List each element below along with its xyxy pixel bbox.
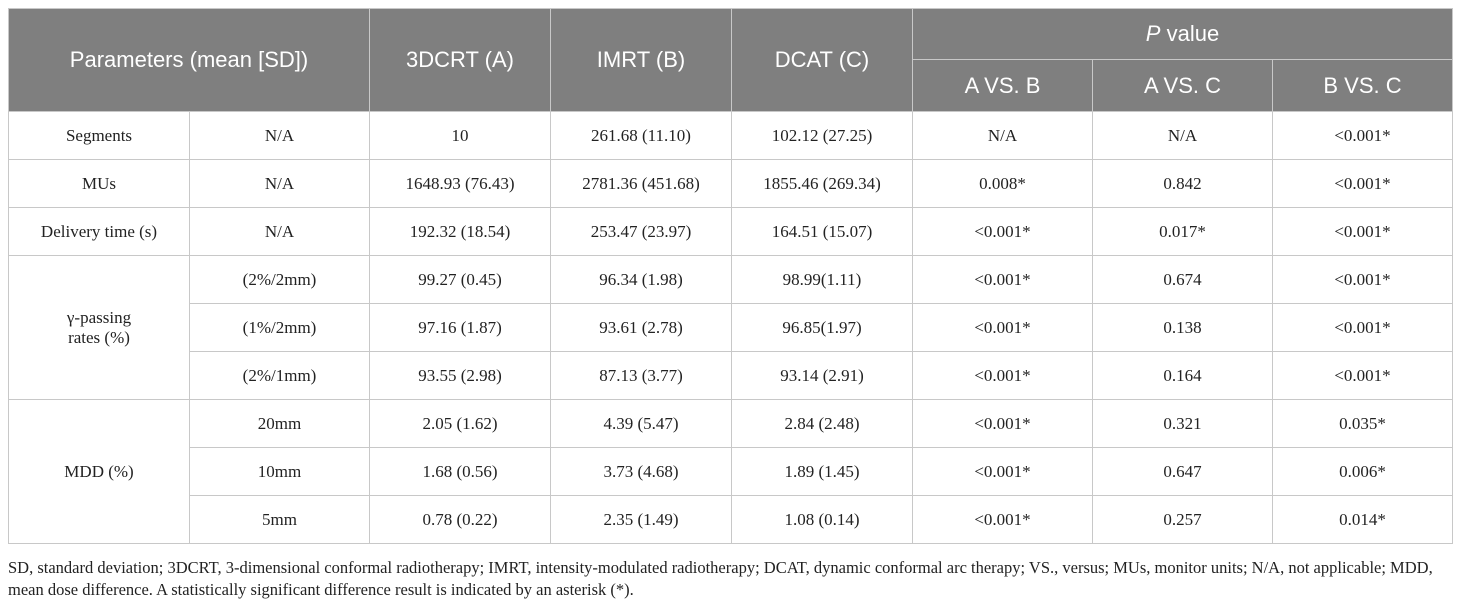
table-row-gamma-2 (9, 304, 1453, 352)
table-row-gamma-1 (9, 256, 1453, 304)
header-3dcrt: 3DCRT (A) (370, 9, 551, 112)
cell-a-vs-c: 0.164 (1093, 352, 1273, 400)
row-label-mdd: MDD (%) (9, 400, 190, 544)
row-label: Segments (9, 112, 190, 160)
row-label: MUs (9, 160, 190, 208)
cell-a-vs-c: 0.138 (1093, 304, 1273, 352)
cell-imrt: 2781.36 (451.68) (551, 160, 732, 208)
cell-b-vs-c: <0.001* (1273, 112, 1453, 160)
cell-dcat: 102.12 (27.25) (732, 112, 913, 160)
cell-b-vs-c: <0.001* (1273, 352, 1453, 400)
gamma-label-line2: rates (%) (68, 327, 130, 347)
header-a-vs-b: A VS. B (913, 60, 1093, 112)
cell-imrt: 93.61 (2.78) (551, 304, 732, 352)
cell-b-vs-c: 0.035* (1273, 400, 1453, 448)
cell-dcat: 98.99(1.11) (732, 256, 913, 304)
cell-a-vs-c: 0.017* (1093, 208, 1273, 256)
cell-imrt: 3.73 (4.68) (551, 448, 732, 496)
cell-dcat: 1.08 (0.14) (732, 496, 913, 544)
cell-a-vs-c: 0.257 (1093, 496, 1273, 544)
header-parameters: Parameters (mean [SD]) (9, 9, 370, 112)
sub-label: N/A (190, 160, 370, 208)
cell-a-vs-b: <0.001* (913, 352, 1093, 400)
table-footnote: SD, standard deviation; 3DCRT, 3-dimensional conformal radiotherapy; IMRT, intensity-modulated radiotherapy; DCAT, dynamic conformal arc therapy; VS., versus; MUs, monitor units; N/A, not applicable; MDD, mean dose difference. A statistically significant difference result is indicated by an asterisk (*). (8, 558, 1433, 599)
cell-imrt: 4.39 (5.47) (551, 400, 732, 448)
gamma-label-line1: γ-passing (66, 307, 132, 327)
cell-b-vs-c: 0.014* (1273, 496, 1453, 544)
results-table (8, 8, 1453, 544)
cell-a-vs-b: <0.001* (913, 208, 1093, 256)
header-imrt: IMRT (B) (551, 9, 732, 112)
cell-b-vs-c: <0.001* (1273, 208, 1453, 256)
cell-3dcrt: 97.16 (1.87) (370, 304, 551, 352)
cell-a-vs-b: <0.001* (913, 304, 1093, 352)
row-label-gamma (9, 256, 190, 400)
table-row-gamma-3 (9, 352, 1453, 400)
cell-3dcrt: 1.68 (0.56) (370, 448, 551, 496)
cell-a-vs-c: N/A (1093, 112, 1273, 160)
cell-dcat: 164.51 (15.07) (732, 208, 913, 256)
cell-imrt: 87.13 (3.77) (551, 352, 732, 400)
p-symbol: P (1145, 21, 1161, 46)
table-row-mdd-2 (9, 448, 1453, 496)
cell-b-vs-c: <0.001* (1273, 160, 1453, 208)
cell-a-vs-b: <0.001* (913, 400, 1093, 448)
cell-a-vs-b: 0.008* (913, 160, 1093, 208)
sub-label: (1%/2mm) (190, 304, 370, 352)
cell-3dcrt: 2.05 (1.62) (370, 400, 551, 448)
cell-a-vs-b: <0.001* (913, 496, 1093, 544)
cell-b-vs-c: 0.006* (1273, 448, 1453, 496)
header-dcat: DCAT (C) (732, 9, 913, 112)
cell-a-vs-c: 0.674 (1093, 256, 1273, 304)
cell-dcat: 2.84 (2.48) (732, 400, 913, 448)
header-b-vs-c: B VS. C (1273, 60, 1453, 112)
p-value-label: value (1160, 21, 1220, 46)
sub-label: 5mm (190, 496, 370, 544)
cell-3dcrt: 0.78 (0.22) (370, 496, 551, 544)
cell-a-vs-c: 0.842 (1093, 160, 1273, 208)
cell-3dcrt: 99.27 (0.45) (370, 256, 551, 304)
sub-label: (2%/1mm) (190, 352, 370, 400)
cell-3dcrt: 93.55 (2.98) (370, 352, 551, 400)
cell-a-vs-c: 0.647 (1093, 448, 1273, 496)
sub-label: 10mm (190, 448, 370, 496)
table-row-delivery-time (9, 208, 1453, 256)
cell-imrt: 2.35 (1.49) (551, 496, 732, 544)
cell-dcat: 1855.46 (269.34) (732, 160, 913, 208)
cell-dcat: 96.85(1.97) (732, 304, 913, 352)
sub-label: (2%/2mm) (190, 256, 370, 304)
cell-dcat: 1.89 (1.45) (732, 448, 913, 496)
table-row-mdd-1 (9, 400, 1453, 448)
cell-imrt: 253.47 (23.97) (551, 208, 732, 256)
cell-imrt: 96.34 (1.98) (551, 256, 732, 304)
cell-3dcrt: 192.32 (18.54) (370, 208, 551, 256)
sub-label: 20mm (190, 400, 370, 448)
cell-a-vs-b: <0.001* (913, 256, 1093, 304)
header-a-vs-c: A VS. C (1093, 60, 1273, 112)
cell-a-vs-b: N/A (913, 112, 1093, 160)
sub-label: N/A (190, 208, 370, 256)
cell-b-vs-c: <0.001* (1273, 256, 1453, 304)
header-p-value (913, 9, 1453, 60)
cell-a-vs-b: <0.001* (913, 448, 1093, 496)
cell-dcat: 93.14 (2.91) (732, 352, 913, 400)
table-row-mdd-3 (9, 496, 1453, 544)
table-row-segments (9, 112, 1453, 160)
row-label: Delivery time (s) (9, 208, 190, 256)
sub-label: N/A (190, 112, 370, 160)
cell-b-vs-c: <0.001* (1273, 304, 1453, 352)
cell-a-vs-c: 0.321 (1093, 400, 1273, 448)
cell-imrt: 261.68 (11.10) (551, 112, 732, 160)
cell-3dcrt: 10 (370, 112, 551, 160)
cell-3dcrt: 1648.93 (76.43) (370, 160, 551, 208)
table-row-mus (9, 160, 1453, 208)
